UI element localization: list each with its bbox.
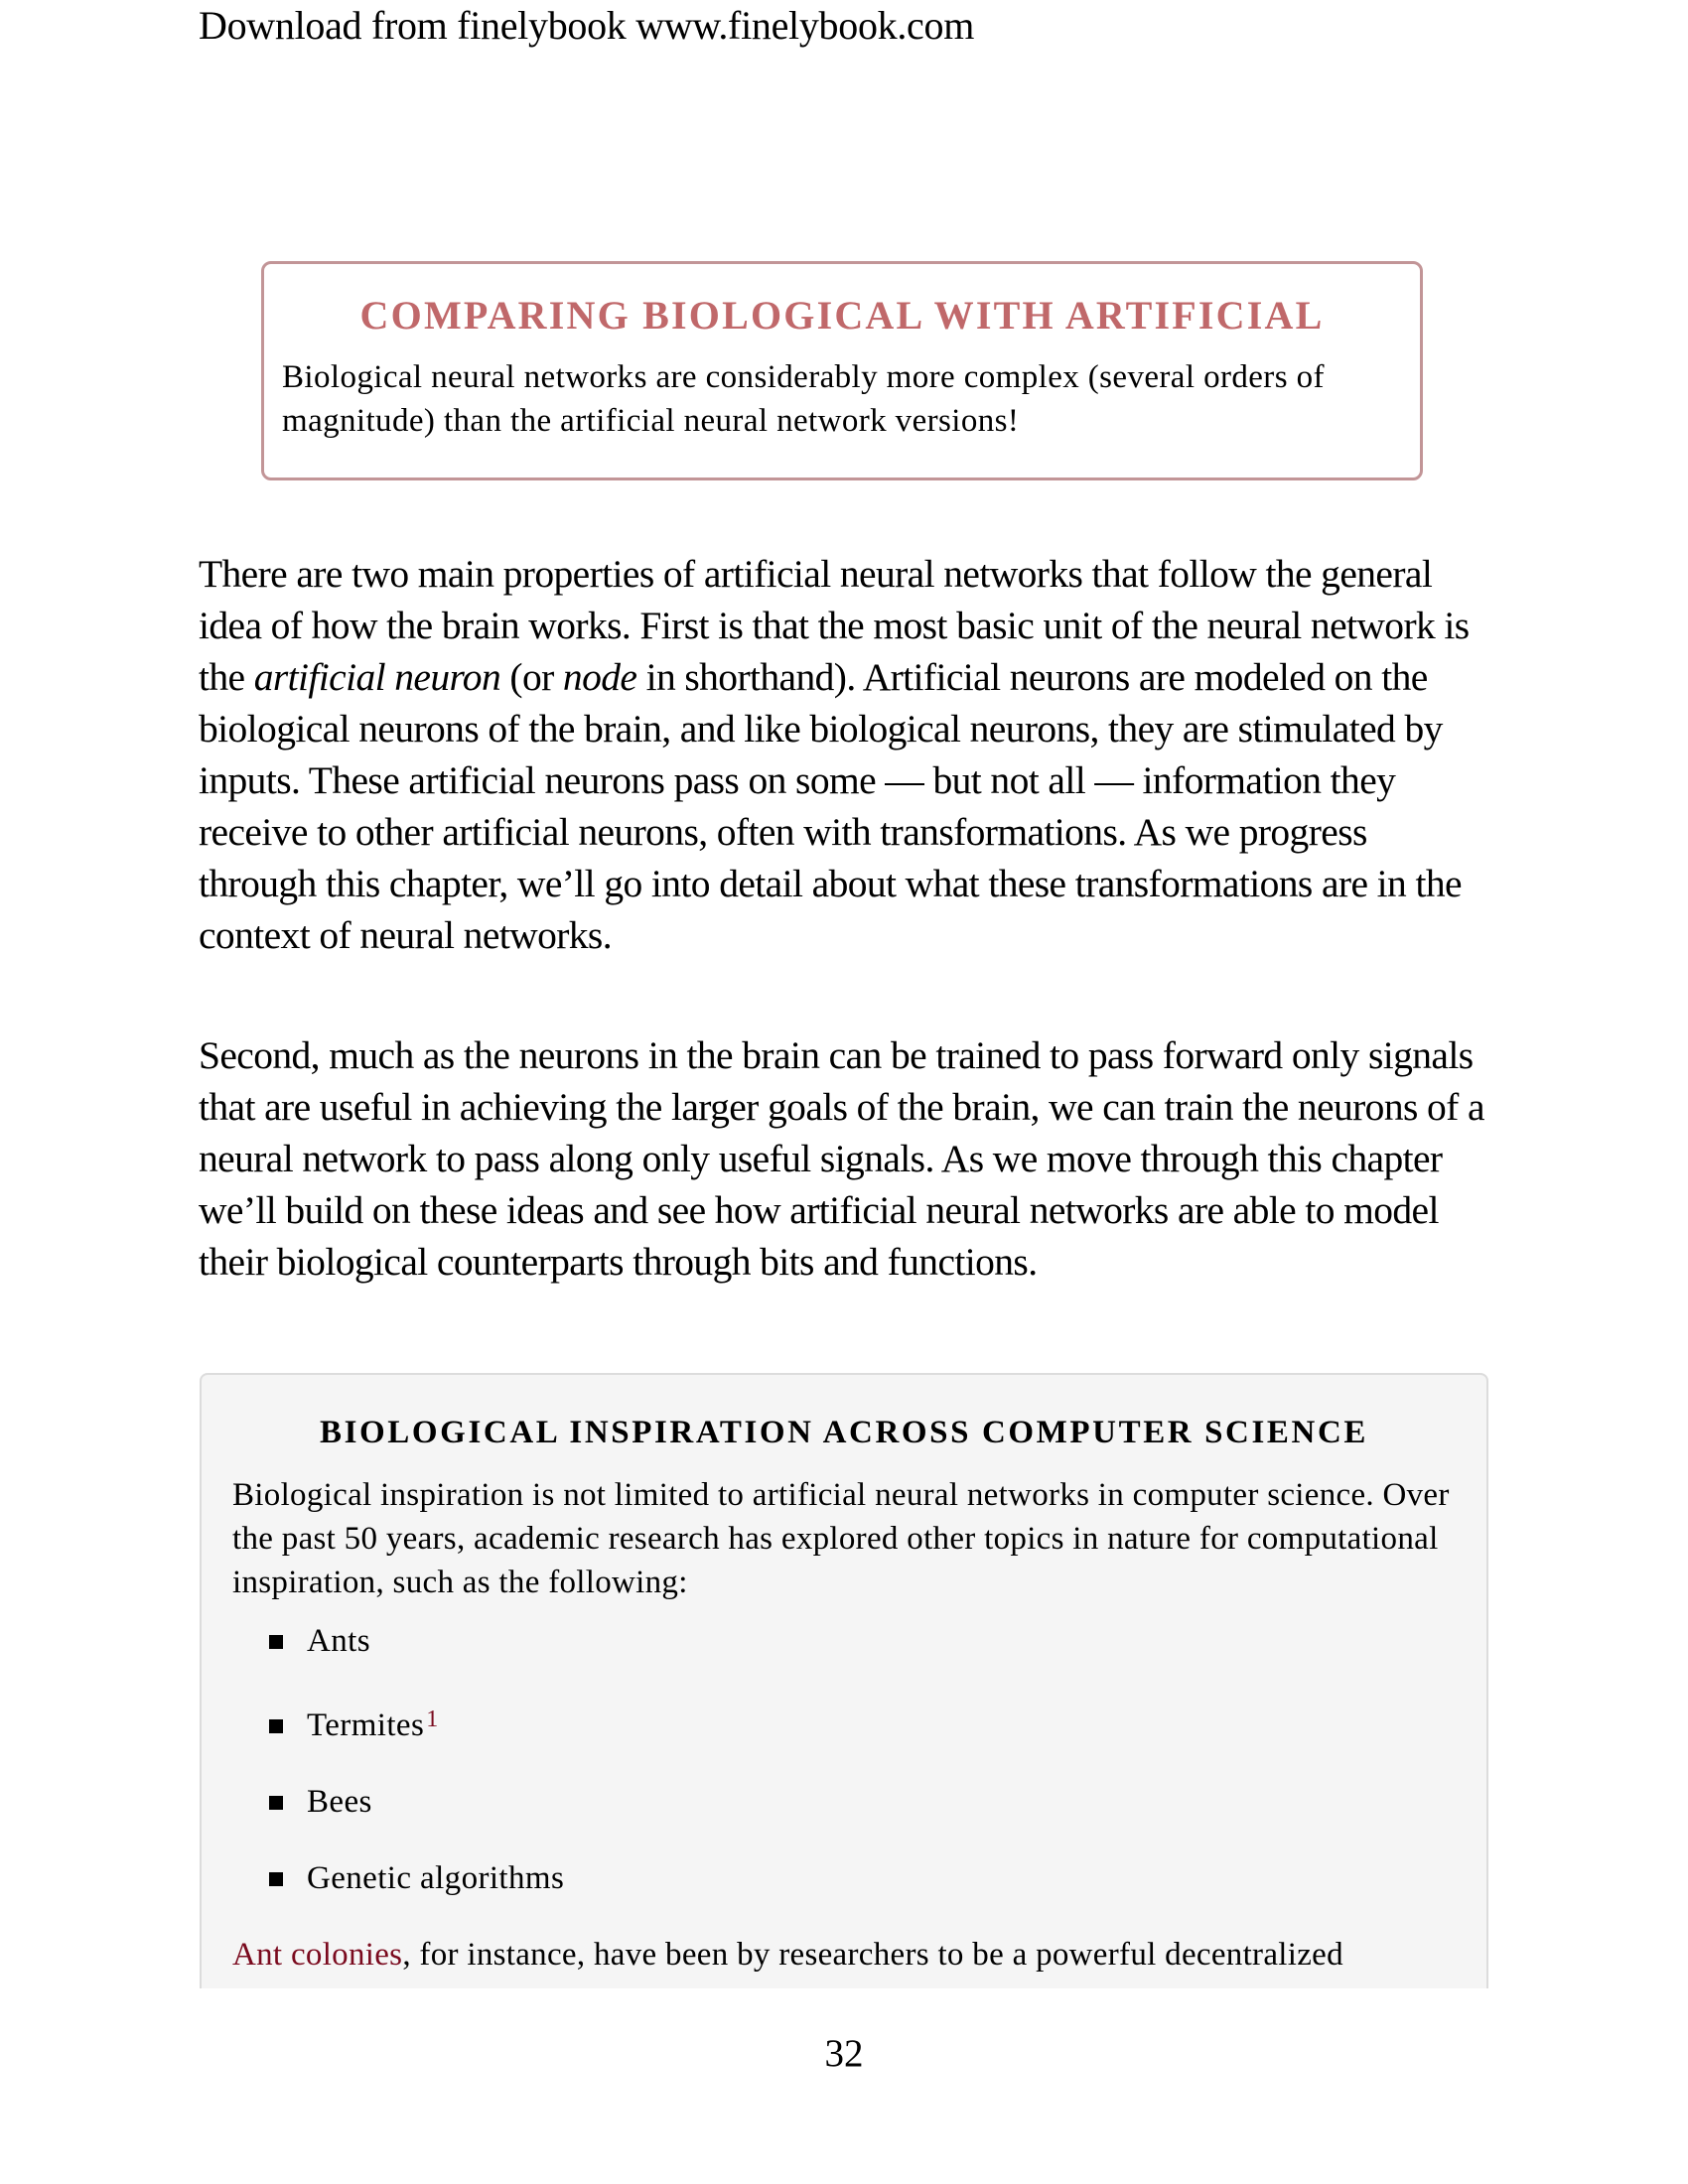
- paragraph-text: (or: [500, 655, 563, 699]
- square-bullet-icon: [269, 1796, 283, 1810]
- callout-title: COMPARING BIOLOGICAL WITH ARTIFICIAL: [359, 293, 1325, 338]
- continuation-text: , for instance, have been by researchers to be a powerful decentralized: [402, 1937, 1343, 1973]
- page-number: 32: [824, 2032, 864, 2075]
- callout-body-line: Biological neural networks are considerably more complex (several orders of: [282, 359, 1325, 395]
- list-item-label: Bees: [307, 1784, 372, 1820]
- list-item-label: Genetic algorithms: [307, 1860, 565, 1896]
- body-paragraph-1: [199, 548, 1489, 961]
- comparison-callout-box: [261, 261, 1423, 480]
- square-bullet-icon: [269, 1872, 283, 1886]
- body-paragraph-2: Second, much as the neurons in the brain can be trained to pass forward only signals that are useful in achieving the larger goals of the brain, we can train the neurons of a neural network to pass along only useful signals. As we move through this chapter we’ll build on these ideas and see how artificial neural networks are able to model their biological counterparts through bits and functions.: [199, 1033, 1484, 1284]
- list-item-label: Ants: [307, 1623, 370, 1659]
- callout-body-line: magnitude) than the artificial neural network versions!: [282, 403, 1020, 439]
- sidebar-box: [200, 1373, 1488, 1988]
- footnote-link[interactable]: 1: [426, 1706, 439, 1732]
- emphasis-artificial-neuron: artificial neuron: [253, 655, 501, 699]
- paragraph-text: There are two main properties of artificial neural networks that follow the general idea of how the brain works. First is that the most basic unit of the neural network is the: [199, 552, 1470, 699]
- callout-body: [282, 355, 1402, 443]
- sidebar-title: BIOLOGICAL INSPIRATION ACROSS COMPUTER SCIENCE: [319, 1415, 1368, 1450]
- list-item-label: Termites: [307, 1707, 425, 1743]
- ant-colonies-link[interactable]: Ant colonies: [232, 1937, 403, 1973]
- emphasis-node: node: [562, 655, 637, 699]
- square-bullet-icon: [269, 1719, 283, 1733]
- sidebar-continuation-line: [232, 1933, 1343, 1977]
- square-bullet-icon: [269, 1635, 283, 1649]
- download-header: Download from finelybook www.finelybook.com: [199, 3, 975, 48]
- paragraph-text: in shorthand). Artificial neurons are modeled on the biological neurons of the brain, and like biological neurons, they are stimulated by inputs. These artificial neurons pass on some — but not all — information they receive to other artificial neurons, often with transformations. As we progress through this chapter, we’ll go into detail about what these transformations are in the context of neural networks.: [199, 655, 1462, 957]
- sidebar-body: Biological inspiration is not limited to artificial neural networks in computer science. Over the past 50 years, academic research has explored other topics in nature for computational inspiration, such as the following:: [232, 1477, 1450, 1600]
